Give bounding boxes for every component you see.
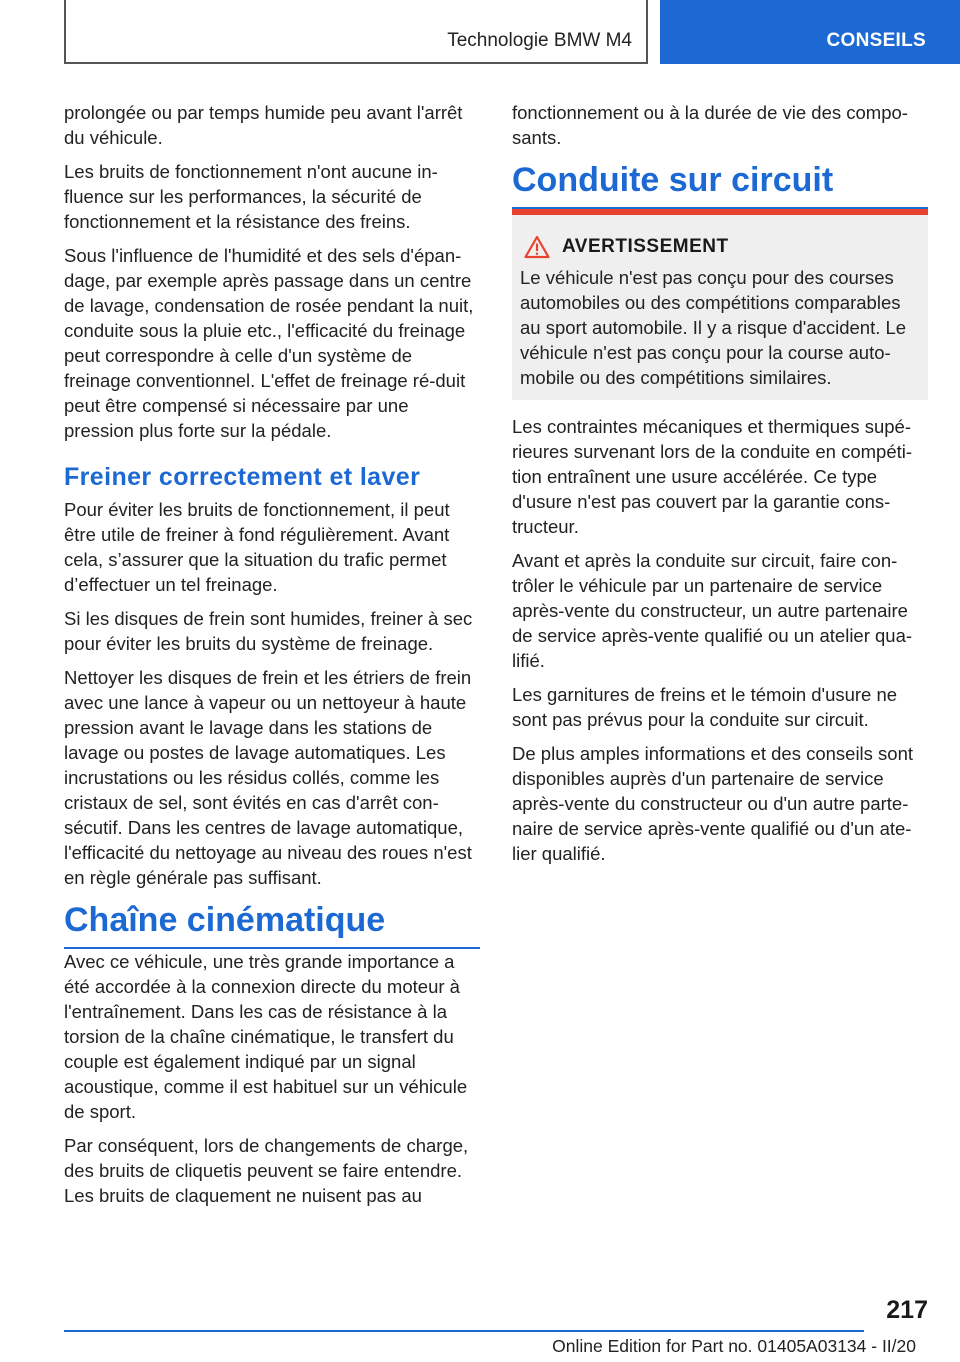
paragraph: fonctionnement ou à la durée de vie des compo‐sants. bbox=[512, 102, 908, 148]
warning-box bbox=[512, 209, 928, 400]
paragraph: Avec ce véhicule, une très grande importance a été accordée à la connexion directe du moteur à l'entraînement. Dans les cas de résistance à la torsion de la chaîne cinématique, le transfert du couple est également indiqué par un signal acoustique, comme il est habituel sur un véhicule de sport. bbox=[64, 951, 468, 1122]
paragraph: Si les disques de frein sont humides, freiner à sec pour éviter les bruits du système de freinage. bbox=[64, 608, 473, 654]
paragraph: Par conséquent, lors de changements de charge, des bruits de cliquetis peuvent se faire entendre. Les bruits de claquement ne nuisent pas au bbox=[64, 1135, 469, 1206]
warning-header bbox=[520, 235, 920, 259]
header-title-box bbox=[64, 0, 648, 64]
paragraph: Avant et après la conduite sur circuit, faire con‐trôler le véhicule par un partenaire de service après-vente du constructeur, un autre partenaire de service après-vente qualifié ou un atelier qua‐lifié. bbox=[512, 550, 913, 671]
paragraph: prolongée ou par temps humide peu avant l'arrêt du véhicule. bbox=[64, 102, 463, 148]
paragraph: Les contraintes mécaniques et thermiques supé‐rieures survenant lors de la conduite en compéti‐tion entraînent une usure accélérée. Ce type d'usure n'est pas couvert par la garantie cons‐tructeur. bbox=[512, 416, 913, 537]
warning-text: Le véhicule n'est pas conçu pour des courses automobiles ou des compétitions comparables au sport automobile. Il y a risque d'accident. Le véhicule n'est pas conçu pour la course auto‐mobile ou des compétitions similaires. bbox=[520, 267, 907, 388]
paragraph: Pour éviter les bruits de fonctionnement, il peut être utile de freiner à fond régulièrement. Avant cela, s’assurer que la situation du trafic permet d’effectuer un tel freinage. bbox=[64, 499, 450, 595]
paragraph: Nettoyer les disques de frein et les étriers de frein avec une lance à vapeur ou un nettoyeur à haute pression avant le lavage dans les stations de lavage ou postes de lavage automatiques. Les incrustations ou les résidus collés, comme les cristaux de sel, sont évités en cas d'arrêt con‐sécutif. Dans les centres de lavage automatique, l'efficacité du nettoyage au niveau des roues n'est en règle générale pas suffisant. bbox=[64, 667, 472, 888]
paragraph: De plus amples informations et des conseils sont disponibles auprès d'un partenaire de service après-vente du constructeur ou d'un autre parte‐naire de service après-vente qualifié ou d'un ate‐lier qualifié. bbox=[512, 743, 914, 864]
left-column bbox=[64, 100, 480, 1217]
warning-triangle-icon bbox=[524, 235, 550, 259]
paragraph: Sous l'influence de l'humidité et des sels d'épan‐dage, par exemple après passage dans un centre de lavage, condensation de rosée pendant la nuit, conduite sous la pluie etc., l'efficacité du freinage peut correspondre à celle d'un système de freinage conventionnel. L'effet de freinage ré‐duit peut être compensé si nécessaire par une pression plus forte sur la pédale. bbox=[64, 245, 474, 441]
section-title: Conduite sur circuit bbox=[512, 159, 928, 209]
edition-note: Online Edition for Part no. 01405A03134 - II/20 bbox=[552, 1336, 916, 1356]
right-column bbox=[512, 100, 928, 875]
subheading: Freiner correctement et laver bbox=[64, 463, 421, 491]
paragraph: Les garnitures de freins et le témoin d'usure ne sont pas prévus pour la conduite sur circuit. bbox=[512, 684, 898, 730]
header-title: Technologie BMW M4 bbox=[447, 30, 632, 51]
warning-title: AVERTISSEMENT bbox=[562, 236, 729, 257]
page-number: 217 bbox=[886, 1296, 928, 1324]
section-tab-label: CONSEILS bbox=[826, 30, 926, 51]
section-tab[interactable] bbox=[660, 0, 960, 64]
footer-divider bbox=[64, 1330, 864, 1332]
section-title: Chaîne cinématique bbox=[64, 899, 480, 949]
paragraph: Les bruits de fonctionnement n'ont aucune in‐fluence sur les performances, la sécurité de fonctionnement et la résistance des freins. bbox=[64, 161, 438, 232]
